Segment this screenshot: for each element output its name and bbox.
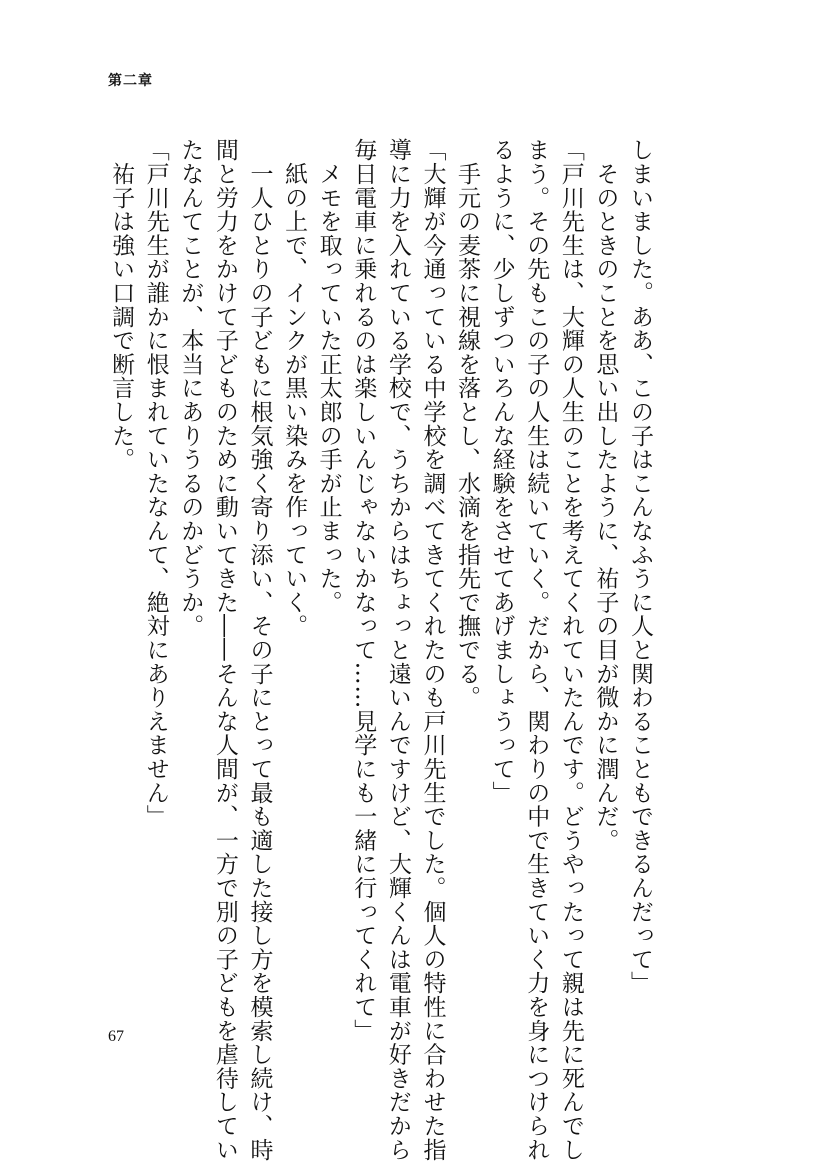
text-line: 手元の麦茶に視線を落とし、水滴を指先で撫でる。 xyxy=(454,138,481,710)
text-line: たなんてことが、本当にありうるのかどうか。 xyxy=(177,138,204,638)
text-line: 導に力を入れている学校で、うちからはちょっと遠いんですけど、大輝くんは電車が好きだから xyxy=(384,138,411,1161)
text-line: 「戸川先生は、大輝の人生のことを考えてくれていたんです。どうやったって親は先に死んでし xyxy=(557,138,584,1161)
chapter-header: 第二章 xyxy=(108,73,153,89)
text-line: 「戸川先生が誰かに恨まれていたなんて、絶対にありえません」 xyxy=(142,138,169,829)
text-line: そのときのことを思い出したように、祐子の目が微かに潤んだ。 xyxy=(592,138,619,852)
text-line: 間と労力をかけて子どものために動いてきた――そんな人間が、一方で別の子どもを虐待してい xyxy=(211,138,238,1161)
text-line: 一人ひとりの子どもに根気強く寄り添い、その子にとって最も適した接し方を模索し続け、時 xyxy=(246,138,273,1161)
text-line: メモを取っていた正太郎の手が止まった。 xyxy=(315,138,342,614)
text-line: まう。その先もこの子の人生は続いていく。だから、関わりの中で生きていく力を身につけられ xyxy=(523,138,550,1161)
text-line: るように、少しずついろんな経験をさせてあげましょうって」 xyxy=(488,138,515,805)
text-line: 祐子は強い口調で断言した。 xyxy=(108,138,135,472)
text-line: 毎日電車に乗れるのは楽しいんじゃないかなって……見学にも一緒に行ってくれて」 xyxy=(350,138,377,1043)
text-line: 「大輝が今通っている中学校を調べてきてくれたのも戸川先生でした。個人の特性に合わせた指 xyxy=(419,138,446,1161)
text-line: しまいました。ああ、この子はこんなふうに人と関わることもできるんだって」 xyxy=(627,138,653,995)
page-number: 67 xyxy=(108,1028,124,1045)
text-line: 紙の上で、インクが黒い染みを作っていく。 xyxy=(281,138,308,638)
